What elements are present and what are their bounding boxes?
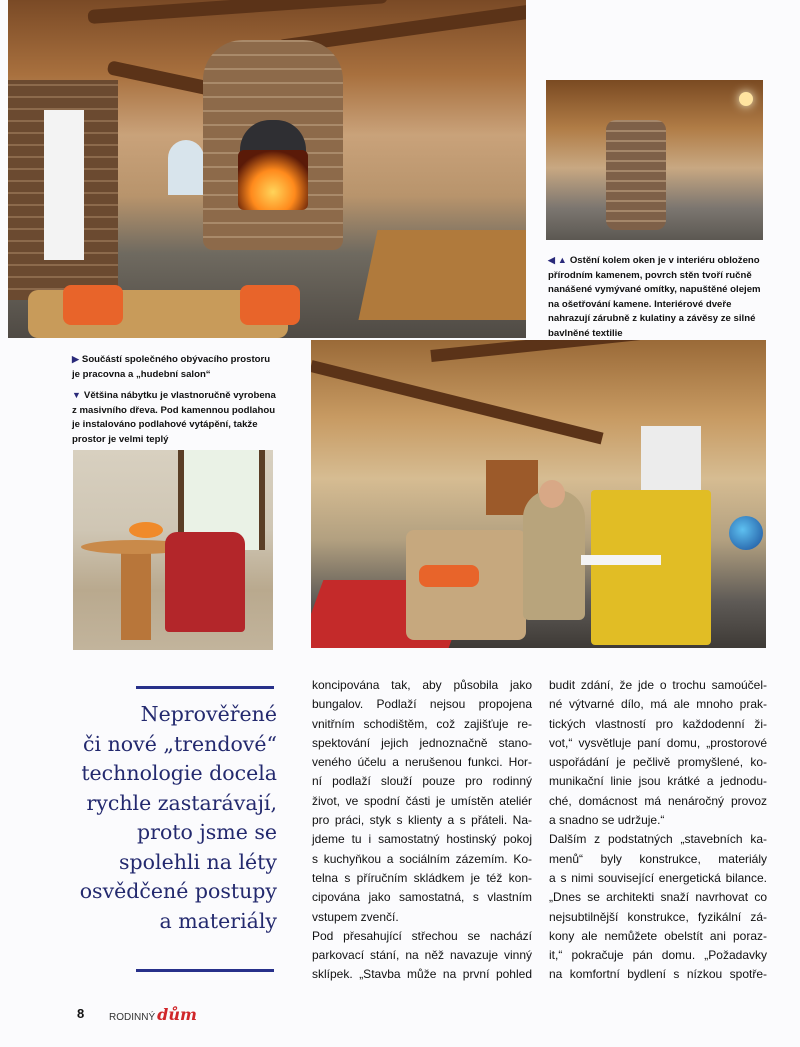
- body-line: munikační linie jsou krátké a jednodu-: [549, 774, 767, 789]
- caption-line: nanášené vymývané omítky, napuštěné olejem: [548, 284, 761, 295]
- magazine-brand: [109, 1005, 197, 1024]
- body-line: nejsubtilnější konstrukce, fyzikální zá-: [549, 909, 767, 924]
- wall-lamp: [739, 92, 753, 106]
- left-arrow-icon: ◀: [548, 255, 555, 265]
- table-leg: [121, 550, 151, 640]
- body-line: vot,“ vysvětluje paní domu, „prostorové: [549, 735, 767, 750]
- body-line: uspořádání je pečlivě promyšlené, ko-: [549, 755, 767, 770]
- pull-quote-line: a materiály: [159, 908, 277, 933]
- pillow: [240, 285, 300, 325]
- body-line: a snadno se udržuje.“: [549, 813, 665, 828]
- up-arrow-icon: ▲: [557, 255, 567, 265]
- body-line: tických vlastností pro každodenní ži-: [549, 716, 767, 731]
- body-line: telna s příručním skládkem je též kon-: [312, 870, 532, 885]
- yellow-piano: [591, 490, 711, 645]
- red-armchair: [165, 532, 245, 632]
- caption-line: Ostění kolem oken je v interiéru obloženo: [569, 255, 760, 266]
- globe: [729, 516, 763, 550]
- caption-photo-right: [548, 253, 766, 341]
- body-line: s kuchyňkou a sociálním zázemím. Ko-: [312, 851, 532, 866]
- pianist: [523, 490, 585, 620]
- caption-furniture: [72, 388, 282, 447]
- body-line: né výtvarné dílo, má ale mnoho prak-: [549, 697, 767, 712]
- brand-name: dům: [157, 1005, 197, 1024]
- right-arrow-icon: ▶: [72, 354, 79, 364]
- caption-line: je pracovna a „hudební salon“: [72, 368, 211, 380]
- caption-line: bavlněné textilie: [548, 327, 623, 339]
- body-line: Pod přesahující střechou se nachází: [312, 928, 532, 943]
- body-line: ní podlaží slouží pouze pro rodinný: [312, 774, 532, 789]
- body-line: vstupem zvenčí.: [312, 909, 399, 924]
- body-line: kony ale nemůžete obelstít ani poraz-: [549, 928, 767, 943]
- body-line: život, ve spodní části je umístěn ateliér: [312, 793, 532, 808]
- body-line: budit zdání, že jde o trochu samoúčel-: [549, 678, 767, 692]
- body-line: it,“ pokračuje pán domu. „Požadavky: [549, 948, 767, 963]
- photo-living-room-fireplace: [8, 0, 526, 338]
- body-line: „Dnes se architekti snaží navrhovat co: [549, 890, 767, 905]
- body-line: veného účelu a nerušenou funkci. Hor-: [312, 755, 532, 770]
- stone-chimney: [606, 120, 666, 230]
- piano-keys: [581, 555, 661, 565]
- pianist-head: [539, 480, 565, 508]
- curtain: [641, 426, 701, 490]
- arched-window: [168, 140, 204, 195]
- pull-quote-line: osvědčené postupy: [79, 879, 277, 903]
- body-line: bungalov. Podlaží nejsou propojena: [312, 697, 532, 712]
- body-line: a s nimi související energetická bilance.: [549, 870, 767, 885]
- caption-line: Součástí společného obývacího prostoru: [81, 354, 271, 365]
- curtain: [44, 110, 84, 260]
- body-line: koncipována tak, aby působila jako: [312, 678, 532, 692]
- pillow: [63, 285, 123, 325]
- pull-quote-rule-top: [136, 686, 274, 689]
- body-line: menů“ byly konstrukce, materiály: [549, 851, 767, 866]
- ceiling-beam: [88, 0, 388, 24]
- caption-music-salon: [72, 352, 282, 382]
- fireplace-fire: [238, 150, 308, 210]
- caption-line: prostor je velmi teplý: [72, 433, 169, 445]
- body-line: vnitřním schodištěm, což zajišťuje re-: [312, 716, 532, 731]
- pull-quote-line: proto jsme se: [137, 820, 277, 844]
- caption-line: nahrazují zárubně z kulatiny a závěsy ze silné: [548, 313, 756, 324]
- pull-quote-line: či nové „trendové“: [83, 731, 277, 756]
- pull-quote: [60, 700, 277, 936]
- page-number: 8: [77, 1006, 85, 1021]
- pull-quote-line: spolehli na léty: [119, 849, 277, 874]
- body-line: cipována jako samostatná, s vlastním: [312, 890, 532, 905]
- pull-quote-rule-bottom: [136, 969, 274, 972]
- pillow: [419, 565, 479, 587]
- body-column-1: [312, 676, 532, 985]
- body-line: jdeme tu i samostatný hostinský pokoj: [312, 832, 532, 847]
- caption-line: přírodním kamenem, povrch stěn tvoří ručně: [548, 269, 752, 281]
- body-line: na komfortní bydlení s nízkou spotře-: [549, 967, 767, 982]
- body-line: Dalším z podstatných „stavebních ka-: [549, 832, 767, 847]
- wooden-table: [358, 230, 526, 320]
- brand-prefix: RODINNÝ: [109, 1012, 156, 1023]
- caption-line: z masivního dřeva. Pod kamennou podlahou: [72, 404, 276, 416]
- photo-interior-overview: [546, 80, 763, 240]
- body-column-2: [549, 676, 767, 985]
- body-line: spektování jejich jednoznačně stano-: [312, 735, 532, 750]
- body-line: pro práci, styk s klienty a s přáteli. Na-: [312, 813, 532, 828]
- pull-quote-line: rychle zastarávají,: [86, 790, 277, 815]
- body-line: ché, domácnost má nenáročný provoz: [549, 793, 767, 808]
- photo-dining-corner: [73, 450, 273, 650]
- ceiling-beam: [430, 340, 766, 362]
- caption-line: je instalováno podlahové vytápění, takže: [72, 419, 258, 430]
- down-arrow-icon: ▼: [72, 390, 81, 400]
- photo-music-salon: [311, 340, 766, 648]
- pull-quote-line: Neprověřené: [140, 702, 277, 726]
- body-line: parkovací stání, na něž navazuje vinný: [312, 948, 532, 963]
- caption-line: Většina nábytku je vlastnoručně vyrobena: [83, 390, 276, 401]
- ceiling-beam: [311, 360, 604, 444]
- body-line: sklípek. „Stavba může na první pohled: [312, 967, 532, 982]
- fruit-bowl: [129, 522, 163, 538]
- caption-line: na ošetřování kamene. Interiérové dveře: [548, 298, 732, 310]
- pull-quote-line: technologie docela: [81, 761, 277, 785]
